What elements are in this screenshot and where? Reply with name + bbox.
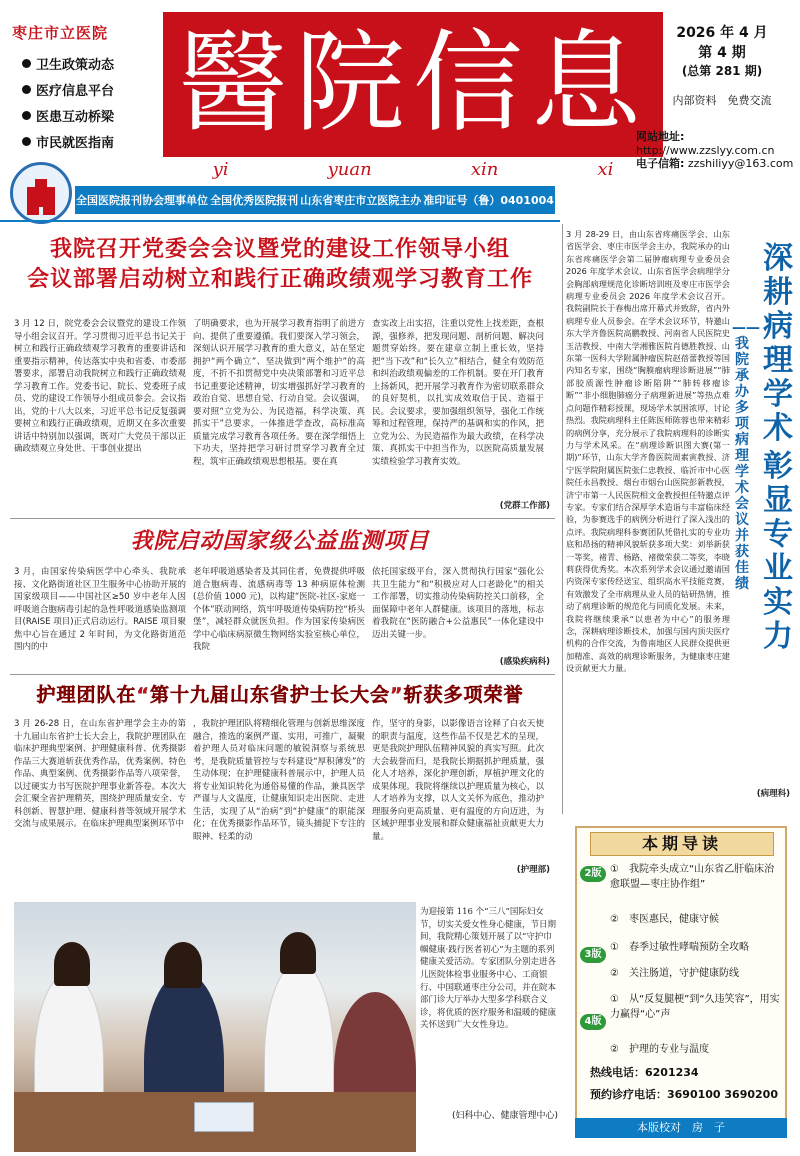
page-badge-4[interactable]: 4版 [580, 1014, 606, 1030]
article1-title-line1: 我院召开党委会会议暨党的建设工作领导小组 [49, 237, 510, 262]
article4-subtitle: ——我院承办多项病理学术会议并获佳绩 [732, 320, 760, 592]
nav-item[interactable]: 卫生政策动态 [22, 54, 114, 73]
nav-item[interactable]: 医疗信息平台 [22, 80, 114, 99]
email-link[interactable]: zzshiliyy@163.com [687, 157, 794, 170]
doctor-head-icon [54, 942, 90, 986]
masthead-banner [163, 12, 663, 157]
device-shape [194, 1102, 254, 1132]
article1-column: 3 月 12 日，院党委会会议暨党的建设工作领导小组会议召开。学习贯彻习近平总书记关于树立和践行正确政绩观学习教育的重要讲话和重要指示精神，传达落实中央和省委、市委部署要求，部署启动我院树立和践行正确政绩观学习教育工作。党委书记、院长、党委班子成员、党的建设工作领导小组成员参会。会议指出，党的十八大以来，习近平总书记反复强调要树立和践行正确政绩观，近期又在多次重要讲话中特别加以强调，既对广大党员干部以正确政绩观立身处世、干事创业提出 [14, 319, 186, 454]
photo-caption: 为迎接第 116 个“三八”国际妇女节，切实关爱女性身心健康，节日期间，我院精心策划开展了以“守护巾帼健康·践行医者初心”为主题的系列健康关爱活动。专家团队分别走进各儿医院体检事业服务中心、工商银行、中国联通枣庄分公司，并在院本部门诊大厅举办大型多学科联合义诊，将优质的医疗服务和温暖的健康关怀送到广大女性身边。 [420, 907, 557, 1031]
article2-column: 依托国家级平台，深入贯彻执行国家“强化公共卫生能力”和“积极应对人口老龄化”的相关工作部署，切实推动传染病防控关口前移，全面保障中老年人群健康。该项目的落地，标志着我院在“医防融合+公益惠民”一体化建设中迈出关键一步。 [372, 567, 544, 640]
doctor-head-icon [280, 932, 316, 974]
issue-date: 2026 年 4 月 [676, 25, 768, 41]
page-badge-3[interactable]: 3版 [580, 947, 606, 963]
article3-column: 3 月 26-28 日，在山东省护理学会主办的第十九届山东省护士长大会上，我院护理团队在临床护理典型案例、护理健康科普、优秀摄影作品三大赛道斩获优秀作品，优秀案例、特色作品、典型案例、优秀摄影作品等八项荣誉，以过硬实力书写医院护理事业新答卷。本次大会汇聚全省护理精英，围绕护理质量安全、专科创新、智慧护理、健康科普等领域开展学术交流与成果展示。在临床护理典型案例环节中 [14, 719, 186, 829]
article2-signature: (感染疾病科) [499, 657, 550, 667]
nav-item[interactable]: 医患互动桥梁 [22, 106, 114, 125]
website-link[interactable]: http://www.zzslyy.com.cn [636, 144, 775, 157]
email-line: 电子信箱: zzshiliyy@163.com [636, 157, 794, 170]
event-photo [14, 902, 416, 1152]
article4-title-part2: 彰显专业实力 [763, 449, 793, 654]
article3-column: ，我院护理团队将精细化管理与创新思维深度融合，推选的案例严谨、实用，可推广，凝聚着护理人员对临床问题的敏锐洞察与系统思考，是我院质量管控与专科建设“厚积薄发”的生动体现；在护理健康科普展示中，护理人员将专业知识转化为通俗易懂的作品，兼具医学严谨与人文温度，让健康知识走出医院、走进生活，实现了从“治病”到“护健康”的职能深化；在优秀摄影作品环节，镜头捕捉下专注的眼神、轻柔的动 [193, 719, 365, 842]
issue-total: (总第 281 期) [681, 64, 763, 78]
bullet-icon [22, 59, 31, 68]
guide-item[interactable]: ② 枣医惠民，健康守候 [610, 914, 719, 925]
article2-column: 老年呼吸道感染者及其同住者，免费提供呼吸道合胞病毒、流感病毒等 13 种病原体检测(总价值 1000 元)，以构建“医院-社区-家庭一个体”联动网络，筑牢呼吸道传染病防控“桥头堡”，减轻群众就医负担。作为国家传染病医学中心临床病原微生物网络实验室核心单位，我院 [193, 567, 365, 652]
article1-title-line2: 会议部署启动树立和践行正确政绩观学习教育工作 [26, 267, 533, 292]
publisher-bar: 全国医院报刊协会理事单位 全国优秀医院报刊 山东省枣庄市立医院主办 准印证号（鲁）0401004 [75, 186, 555, 214]
guide-item[interactable]: ① 春季过敏性哮喘预防全攻略 [610, 942, 749, 953]
article2-column: 3 月，由国家传染病医学中心牵头、我院承接、文化路街道社区卫生服务中心协助开展的国家级项目——中国社区≥50 岁中老年人因呼吸道合胞病毒引起的急性呼吸道感染监测项目(RAISE 项目)正式启动运行。RAISE 项目聚焦中心旨在通过 2 年时间，为文化路街道范围内的中 [14, 567, 186, 652]
article4-body: 3 月 28-29 日，由山东省疼痛医学会、山东省医学会、枣庄市医学会主办，我院承办的山东省疼痛医学会第二届肿瘤病理专业委员会 2026 年度学术会议、山东省医学会病理学分会胸部病理规范化诊断培训班及枣庄市医学会病理专业委员会 2026 年度学术会议召开。我院副院长于春梅出席开幕式并致辞，省内外病理专业人员参会。在学术会议环节，特邀山东大学齐鲁医院高鹏教授、河南省人民医院史玉洁教授、中南大学湘雅医院肖德胜教授、山东第一医科大学附属肿瘤医院赵蓓蕾教授等国内知名专家，围绕“胸膜瘤病理诊断进展”“肺部胶质源性肿瘤诊断陷阱”“肺转移瘤诊断”“非小细胞肺癌分子病理新进展”等热点难点问题作精彩授课，现场学术氛围浓厚，讨论热烈。我院病理科主任陈医师陈蓉也带来精彩的病例分享，充分展示了我院病理科的诊断实力与学术风采。在“病理诊断识图大赛(第一期)”环节，山东大学齐鲁医院周素寅教授、济宁医学院附属医院张仁忠教授、临沂市中心医院任永昌教授、烟台市烟台山医院彭新教授，济宁市第一人民医院相文金教授担任特邀点评专家。专家们结合深厚学术造诣与丰富临床经验，为参赛选手的病例分析进行了深入浅出的点评。我院病理科参赛团队凭借扎实的专业功底和昂扬的精神风貌斩获多项大奖：刘举新获一等奖，褚青、杨路、褚微荣获二等奖，李晓莉获得优秀奖。本次系列学术会议通过邀请国内资深专家传经送宝、组织高水平技能竞赛，有效激发了全市病理从业人员的钻研热情，推动了病理诊断的规范化与同质化发展。未来，我院将继续秉承“以患者为中心”的服务理念，深耕病理诊断技术，加强与国内顶尖医疗机构的合作交流，为鲁南地区人民群众提供更加精准、高效的病理诊断服务，为健康枣庄建设贡献更大力量。 [566, 229, 730, 674]
booking-phone: 预约诊疗电话：3690100 3690200 [590, 1088, 778, 1101]
patient-head-icon [164, 942, 202, 988]
divider [562, 224, 563, 814]
guide-item[interactable]: ② 护理的专业与温度 [610, 1044, 709, 1055]
article4-title-part1: 深耕病理学术 [763, 241, 793, 446]
bullet-icon [22, 85, 31, 94]
issue-number: 第 4 期 [698, 45, 746, 61]
hospital-name: 枣庄市立医院 [12, 24, 109, 42]
guide-item[interactable]: ① 我院牵头成立“山东省乙肝临床治愈联盟—枣庄协作组” [610, 864, 775, 890]
website-line: 网站地址: http://www.zzslyy.com.cn [636, 130, 775, 157]
bullet-icon [22, 137, 31, 146]
page-badge-2[interactable]: 2版 [580, 866, 606, 882]
article1-column: 了明确要求，也为开展学习教育指明了前进方向、提供了重要遵循。我们要深入学习领会，深刻认识开展学习教育的重大意义，站在坚定拥护“两个确立”、坚决做到“两个维护”的高度，不折不扣贯彻党中央决策部署和习近平总书记重要论述精神，切实增强抓好学习教育的政治自觉、思想自觉、行动自觉。会议强调，要对照“立党为公、为民造福，科学决策、真抓实干”总要求，一体推进学查改，高标准高质量完成学习教育各项任务。要在深学细悟上下功夫，坚持把学习研讨贯穿学习教育全过程，筑牢正确政绩观思想根基。要在真 [193, 319, 365, 467]
bullet-icon [22, 111, 31, 120]
nav-item[interactable]: 市民就医指南 [22, 132, 114, 151]
hotline: 热线电话：6201234 [590, 1066, 699, 1079]
issue-guide-title: 本期导读 [590, 832, 774, 856]
masthead-title: 醫院信息 [177, 19, 649, 147]
issue-note: 内部资料 免费交流 [672, 94, 772, 107]
article1-signature: (党群工作部) [499, 501, 550, 511]
guide-item[interactable]: ① 从“反复腿梗”到“久违笑容”，用实力赢得“心”声 [610, 994, 780, 1020]
hospital-logo-icon [10, 162, 72, 224]
proofreader: 本版校对 房 子 [575, 1118, 787, 1138]
divider [10, 518, 555, 519]
divider [10, 674, 555, 675]
article3-title: 护理团队在“第十九届山东省护士长大会”斩获多项荣誉 [36, 684, 524, 706]
article1-column: 查实改上出实招，注重以党性上找差距，查根源，强修养，把发现问题、剖析问题、解决问题贯穿始终。要在建章立制上重长效，坚持把“当下改”和“长久立”相结合，健全有效防范和纠治政绩观偏差的工作机制。要在开门教育上扬新风，把开展学习教育作为密切联系群众的良好契机，以扎实成效取信于民、造福于民。会议要求，要加强组织领导，强化工作统筹和过程管理，保持严的基调和实的作风，把立党为公、为民造福作为最大政绩，在科学决策、真抓实干中担当作为，以医院高质量发展实绩检验学习教育实效。 [372, 319, 544, 467]
masthead-pinyin: yi yuan xin xi [212, 159, 614, 180]
article4-signature: (病理科) [756, 789, 790, 799]
photo-caption-signature: (妇科中心、健康管理中心) [451, 1111, 558, 1121]
guide-item[interactable]: ② 关注肠道，守护健康防线 [610, 968, 739, 979]
divider [0, 220, 560, 222]
article3-signature: (护理部) [516, 865, 550, 875]
article3-column: 作，坚守的身影，以影像语言诠释了白衣天使的职责与温度，这些作品不仅是艺术的呈现，更是我院护理队伍精神风貌的真实写照。此次大会载誉而归，是我院长期据抓护理质量，强化人才培养，深化护理创新，厚植护理文化的成果体现。我院将继续以护理质量为核心，以人才培养为支撑，以人文关怀为底色，推动护理服务向更高质量、更有温度的方向迈进，为区域护理事业发展和群众健康福祉贡献更大力量。 [372, 719, 544, 842]
article2-title: 我院启动国家级公益监测项目 [130, 528, 430, 554]
